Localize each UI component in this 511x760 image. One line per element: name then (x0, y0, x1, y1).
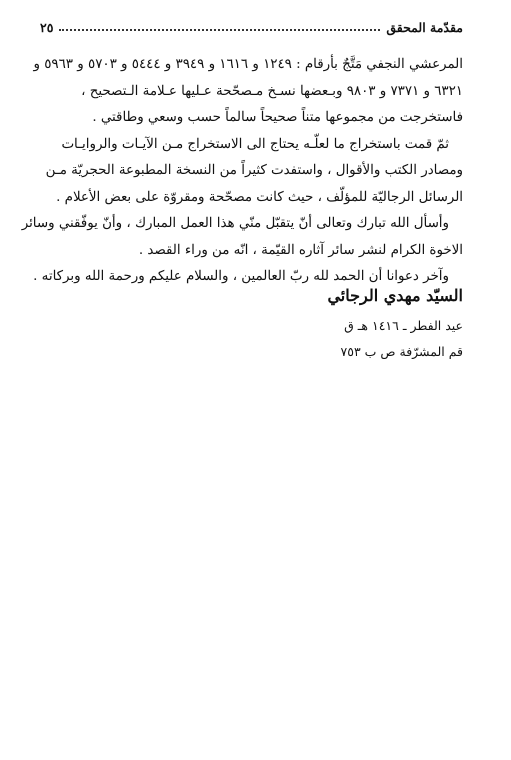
text-line: ٦٣٢١ و ٧٣٧١ و ٩٨٠٣ وبـعضها نسـخ مـصحّحة عـليها عـلامة الـتصحيح ، (81, 83, 463, 99)
body-text (21, 52, 463, 291)
signature-place: قم المشرّفة ص ب ٧٥٣ (340, 344, 463, 359)
text-line: فاستخرجت من مجموعها متناً صحيحاً سالماً حسب وسعي وطاقتي . (92, 110, 463, 125)
text-line: ثمّ قمت باستخراج ما لعلّـه يحتاج الى الاستخراج مـن الآيـات والروايـات (61, 136, 449, 152)
text-line: المرعشي النجفي مَتَّجٌ بأرقام : ١٢٤٩ و ١٦١٦ و ٣٩٤٩ و ٥٤٤٤ و ٥٧٠٣ و ٥٩٦٣ و (33, 57, 463, 72)
page-number: ٢٥ (40, 19, 54, 35)
page-header (40, 16, 463, 38)
text-line: الاخوة الكرام لنشر سائر آثاره القيّمة ، انّه من وراء القصد . (138, 242, 463, 258)
text-line: ومصادر الكتب والأقوال ، واستفدت كثيراً من النسخة المطبوعة الحجريّة مـن (45, 163, 463, 178)
header-title: مقدّمة المحقق (386, 19, 463, 35)
header-dot-leader (59, 29, 380, 31)
text-line: وأسأل الله تبارك وتعالى أنّ يتقبّل منّي هذا العمل المبارك ، وأنّ يوفّقني وسائر (21, 216, 449, 231)
signature-name: السيّد مهدي الرجائي (327, 286, 463, 305)
text-line: وآخر دعوانا أن الحمد لله ربّ العالمين ، والسلام عليكم ورحمة الله وبركاته . (33, 269, 449, 284)
signature-date: عيد الفطر ـ ١٤١٦ هـ ق (344, 318, 463, 333)
text-line: الرسائل الرجاليّة للمؤلّف ، حيث كانت مصحّحة ومقروّة على بعض الأعلام . (56, 189, 463, 205)
